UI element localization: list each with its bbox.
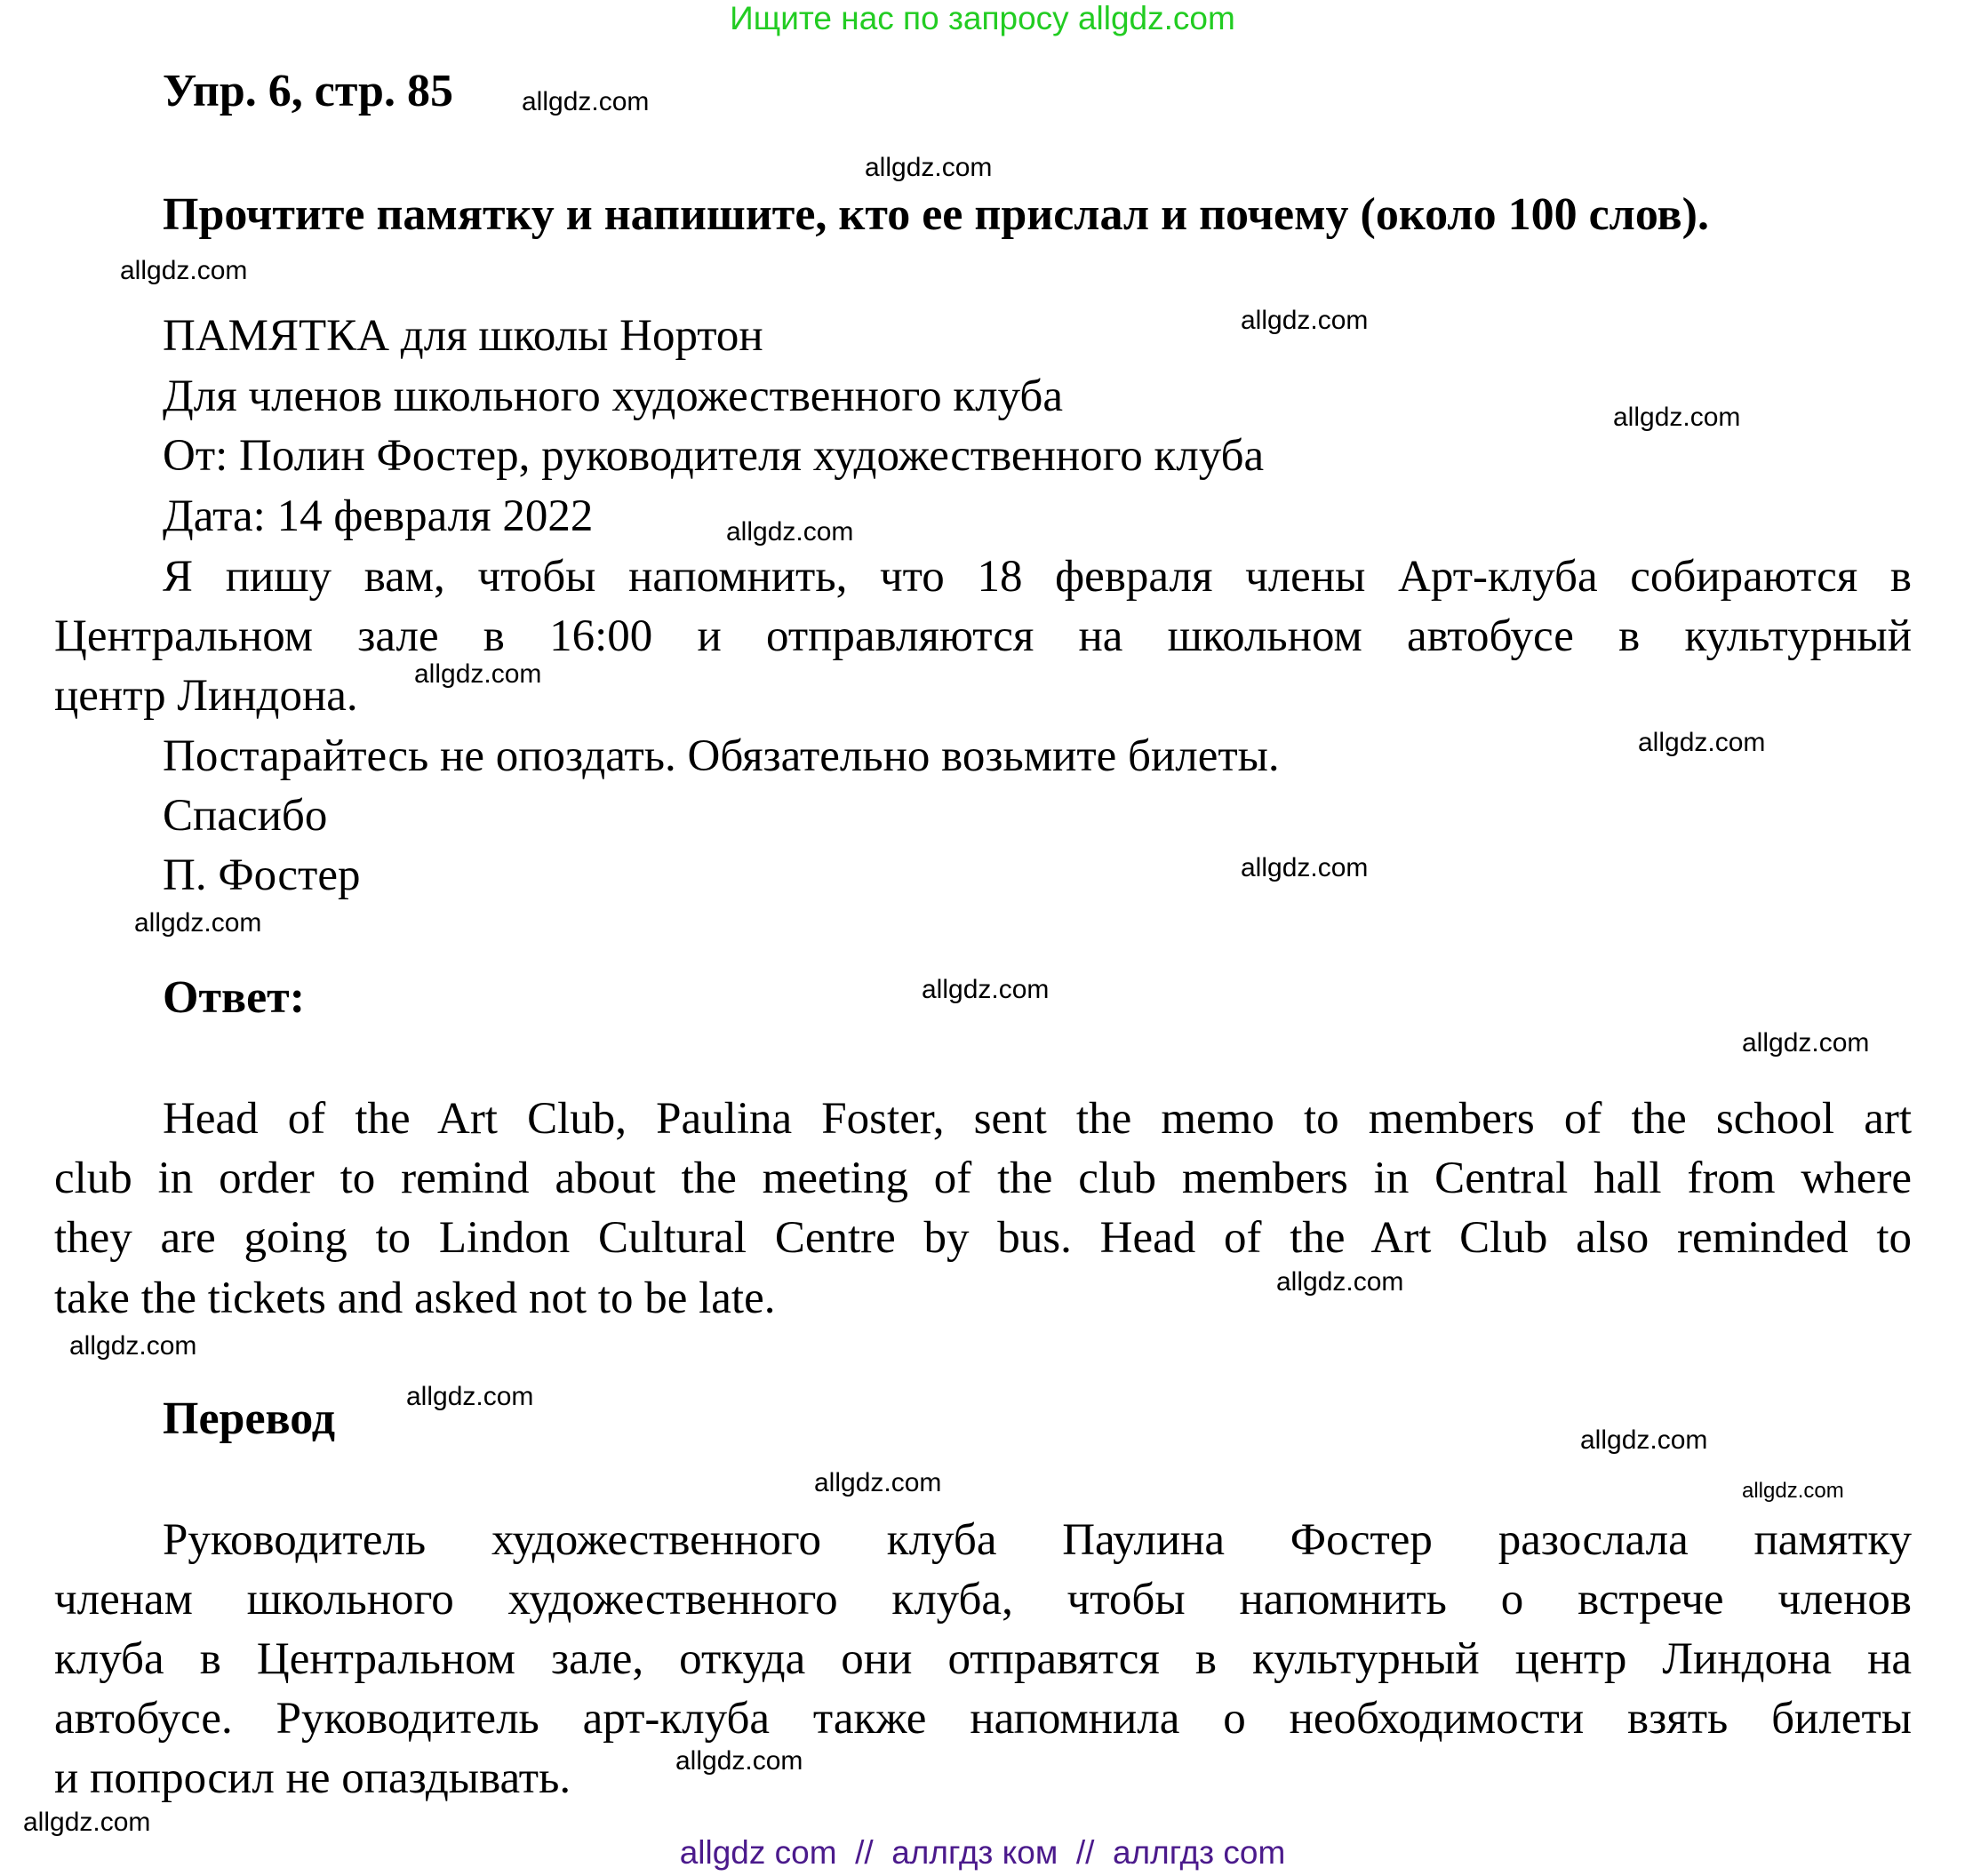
translation-line: Руководитель художественного клуба Паулина Фостер разослала памятку bbox=[163, 1515, 1912, 1565]
watermark: allgdz.com bbox=[120, 256, 248, 285]
watermark: allgdz.com bbox=[23, 1808, 151, 1837]
exercise-title: Упр. 6, стр. 85 bbox=[163, 66, 453, 116]
memo-closing-line: Спасибо bbox=[163, 791, 328, 841]
memo-body-line: Я пишу вам, чтобы напомнить, что 18 февраля члены Арт-клуба собираются в bbox=[163, 552, 1912, 602]
watermark: allgdz.com bbox=[1613, 403, 1741, 432]
translation-line: клуба в Центральном зале, откуда они отправятся в культурный центр Линдона на bbox=[54, 1634, 1912, 1684]
memo-body-line: центр Линдона. bbox=[54, 671, 358, 721]
watermark: allgdz.com bbox=[865, 153, 993, 182]
watermark: allgdz.com bbox=[726, 517, 854, 547]
watermark: allgdz.com bbox=[1742, 1028, 1870, 1058]
translation-line: членам школьного художественного клуба, чтобы напомнить о встрече членов bbox=[54, 1575, 1912, 1625]
watermark: allgdz.com bbox=[1241, 306, 1369, 335]
watermark: allgdz.com bbox=[406, 1382, 534, 1411]
watermark: allgdz.com bbox=[814, 1468, 942, 1497]
watermark: allgdz.com bbox=[134, 908, 262, 938]
answer-heading: Ответ: bbox=[163, 972, 306, 1023]
answer-line: they are going to Lindon Cultural Centre by bus. Head of the Art Club also reminded to bbox=[54, 1213, 1912, 1263]
watermark: allgdz.com bbox=[414, 659, 542, 689]
watermark: allgdz.com bbox=[675, 1746, 803, 1776]
memo-signature: П. Фостер bbox=[163, 850, 361, 900]
answer-line: club in order to remind about the meeting of the club members in Central hall from where bbox=[54, 1154, 1912, 1203]
memo-header-line: Для членов школьного художественного клуба bbox=[163, 371, 1063, 421]
watermark: allgdz.com bbox=[1638, 728, 1766, 757]
translation-line: автобусе. Руководитель арт-клуба также напомнила о необходимости взять билеты bbox=[54, 1694, 1912, 1744]
search-banner: Ищите нас по запросу allgdz.com bbox=[730, 0, 1235, 36]
watermark: allgdz.com bbox=[1580, 1425, 1708, 1455]
watermark: allgdz.com bbox=[922, 975, 1050, 1004]
instruction: Прочтите памятку и напишите, кто ее прислал и почему (около 100 слов). bbox=[163, 189, 1709, 240]
memo-header-line: От: Полин Фостер, руководителя художественного клуба bbox=[163, 431, 1265, 481]
translation-line: и попросил не опаздывать. bbox=[54, 1753, 571, 1803]
translation-heading: Перевод bbox=[163, 1393, 336, 1444]
watermark: allgdz.com bbox=[522, 87, 650, 116]
memo-body-line: Центральном зале в 16:00 и отправляются на школьном автобусе в культурный bbox=[54, 611, 1912, 661]
watermark: allgdz.com bbox=[1276, 1267, 1404, 1297]
answer-line: Head of the Art Club, Paulina Foster, sent the memo to members of the school art bbox=[163, 1094, 1912, 1144]
watermark: allgdz.com bbox=[1241, 853, 1369, 882]
answer-line: take the tickets and asked not to be late. bbox=[54, 1273, 776, 1323]
watermark: allgdz.com bbox=[69, 1331, 197, 1361]
memo-header-line: ПАМЯТКА для школы Нортон bbox=[163, 311, 763, 361]
memo-closing-line: Постарайтесь не опоздать. Обязательно возьмите билеты. bbox=[163, 731, 1280, 781]
watermark: allgdz.com bbox=[1742, 1479, 1844, 1503]
memo-header-line: Дата: 14 февраля 2022 bbox=[163, 491, 594, 541]
footer-links: allgdz com // аллгдз ком // аллгдз com bbox=[679, 1834, 1286, 1871]
